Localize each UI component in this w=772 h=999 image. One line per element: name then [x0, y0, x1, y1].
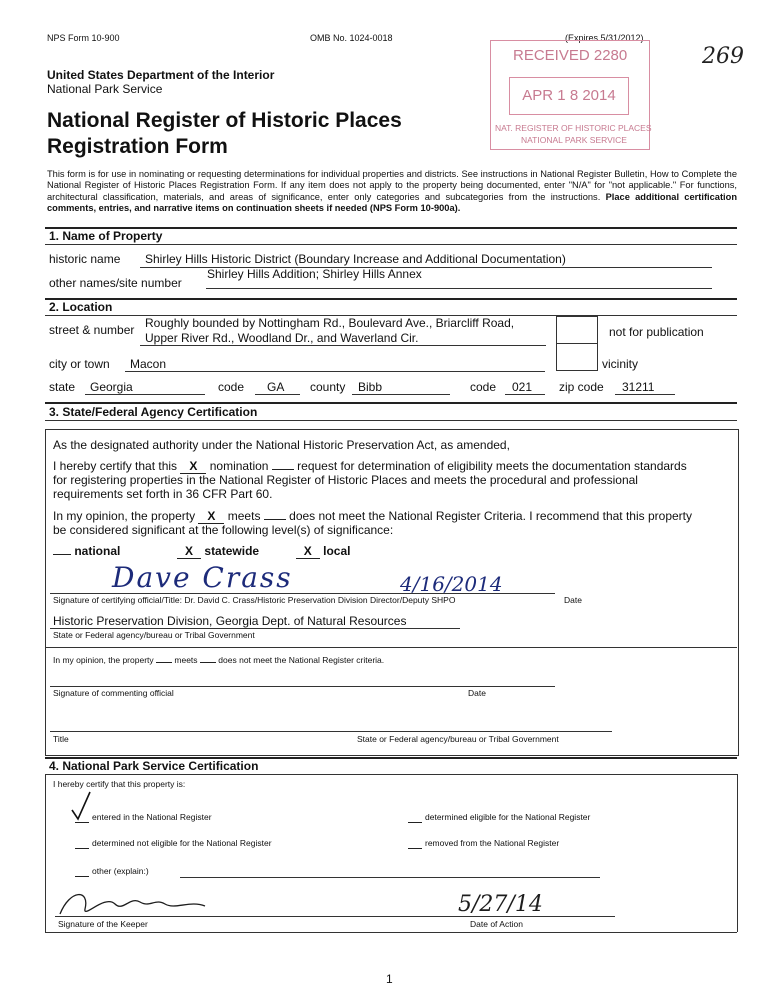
stamp-line1: NAT. REGISTER OF HISTORIC PLACES: [495, 123, 652, 133]
stamp-line2: NATIONAL PARK SERVICE: [521, 135, 627, 145]
certify-text-c: request for determination of eligibility meets the documentation standards: [297, 459, 687, 473]
section2-heading: 2. Location: [49, 300, 113, 314]
department-name: United States Department of the Interior: [47, 68, 275, 82]
agency2-caption: State or Federal agency/bureau or Tribal Government: [357, 734, 559, 744]
agency-name: Historic Preservation Division, Georgia Dept. of Natural Resources: [53, 614, 407, 628]
county-code-value[interactable]: 021: [512, 380, 533, 394]
historic-name-value[interactable]: Shirley Hills Historic District (Boundary Increase and Additional Documentation): [145, 252, 566, 266]
national-label: national: [74, 544, 121, 558]
not-eligible-label: determined not eligible for the National Register: [92, 838, 272, 848]
other-mark[interactable]: [75, 866, 89, 877]
historic-name-label: historic name: [49, 252, 121, 266]
rule: [615, 394, 675, 395]
removed-label: removed from the National Register: [425, 838, 560, 848]
rule: [55, 916, 615, 917]
signature-caption: Signature of certifying official/Title: Dr. David C. Crass/Historic Preservation Division Director/Deputy SHPO: [53, 595, 456, 605]
handwritten-page-number: 269: [702, 44, 744, 69]
vicinity-label: vicinity: [602, 357, 639, 371]
section4-heading: 4. National Park Service Certification: [49, 759, 259, 773]
street-line1[interactable]: Roughly bounded by Nottingham Rd., Boulevard Ave., Briarcliff Road,: [145, 316, 515, 330]
state-code-value[interactable]: GA: [267, 380, 285, 394]
authority-text: As the designated authority under the National Historic Preservation Act, as amended,: [53, 438, 510, 452]
stamp-received: RECEIVED 2280: [513, 47, 628, 64]
not-for-publication-label: not for publication: [609, 325, 704, 339]
page-number: 1: [386, 972, 393, 986]
rule: [45, 420, 737, 421]
received-stamp: [490, 40, 650, 150]
form-id: NPS Form 10-900: [47, 33, 120, 43]
zip-label: zip code: [559, 380, 604, 394]
state-label: state: [49, 380, 76, 394]
city-value[interactable]: Macon: [130, 357, 167, 371]
rule: [45, 647, 737, 648]
nomination-mark[interactable]: X: [180, 459, 206, 474]
street-line2[interactable]: Upper River Rd., Woodland Dr., and Waverland Cir.: [145, 331, 419, 345]
entered-label: entered in the National Register: [92, 812, 212, 822]
opinion2-text-b: meets: [174, 655, 198, 665]
opinion2-meets-mark[interactable]: [156, 662, 172, 663]
commenting-caption: Signature of commenting official: [53, 688, 174, 698]
omb-number: OMB No. 1024-0018: [310, 33, 393, 43]
opinion-line2: be considered significant at the following level(s) of significance:: [53, 523, 394, 537]
opinion-text-c: does not meet the National Register Criteria. I recommend that this property: [289, 509, 692, 523]
rule: [50, 731, 398, 732]
certify-text-b: nomination: [209, 459, 269, 473]
state-value[interactable]: Georgia: [90, 380, 133, 394]
county-label: county: [310, 380, 346, 394]
rule: [85, 394, 205, 395]
instructions: [47, 169, 737, 215]
certify-text-a: I hereby certify that this: [53, 459, 178, 473]
rule: [45, 298, 737, 300]
state-code-label: code: [218, 380, 245, 394]
rule: [125, 371, 545, 372]
other-label: other (explain:): [92, 866, 149, 876]
city-label: city or town: [49, 357, 110, 371]
rule: [180, 877, 600, 878]
instructions-bold: Place additional certification comments, entries, and narrative items on continuation sheets if needed (NPS Form 10-900a).: [47, 191, 738, 214]
does-not-meet-mark[interactable]: [264, 519, 286, 520]
opinion-text-a: In my opinion, the property: [53, 509, 196, 523]
rule: [45, 244, 737, 245]
rule: [255, 394, 300, 395]
date2-caption: Date: [468, 688, 486, 698]
request-mark[interactable]: [272, 469, 294, 470]
not-eligible-mark[interactable]: [75, 838, 89, 849]
certifying-date-hand: 4/16/2014: [400, 572, 503, 596]
determined-eligible-label: determined eligible for the National Register: [425, 812, 591, 822]
significance-levels: [53, 544, 350, 559]
keeper-signature-icon: [55, 884, 215, 924]
action-date-caption: Date of Action: [470, 919, 523, 929]
certify-line1: [53, 459, 687, 474]
rule: [45, 774, 46, 932]
section3-heading: 3. State/Federal Agency Certification: [49, 405, 258, 419]
national-mark[interactable]: [53, 554, 71, 555]
rule: [45, 402, 737, 404]
county-code-label: code: [470, 380, 497, 394]
rule: [352, 394, 450, 395]
rule: [206, 288, 712, 289]
local-label: local: [323, 544, 351, 558]
vicinity-checkbox[interactable]: [556, 343, 598, 371]
rule: [737, 774, 738, 932]
certifying-signature: Dave Crass: [112, 561, 293, 594]
title-caption: Title: [53, 734, 69, 744]
zip-value[interactable]: 31211: [622, 380, 655, 394]
keeper-caption: Signature of the Keeper: [58, 919, 148, 929]
stamp-date: APR 1 8 2014: [522, 87, 616, 104]
county-value[interactable]: Bibb: [358, 380, 383, 394]
opinion-text-b: meets: [227, 509, 261, 523]
service-name: National Park Service: [47, 82, 163, 96]
local-mark[interactable]: X: [296, 544, 320, 559]
rule: [50, 593, 555, 594]
other-names-label: other names/site number: [49, 276, 182, 290]
removed-mark[interactable]: [408, 838, 422, 849]
certify-line2: for registering properties in the National Register of Historic Places and meets the procedural and professional: [53, 473, 638, 487]
stamp-date-box: [509, 77, 629, 115]
date-caption: Date: [564, 595, 582, 605]
not-for-publication-checkbox[interactable]: [556, 316, 598, 344]
determined-eligible-mark[interactable]: [408, 812, 422, 823]
form-title-line1: National Register of Historic Places: [47, 109, 402, 132]
rule: [45, 774, 737, 775]
opinion2-text-a: In my opinion, the property: [53, 655, 154, 665]
certify-line3: requirements set forth in 36 CFR Part 60.: [53, 487, 273, 501]
rule: [50, 628, 460, 629]
other-names-value[interactable]: Shirley Hills Addition; Shirley Hills Annex: [207, 267, 422, 281]
form-title-line2: Registration Form: [47, 135, 228, 158]
instructions-text: This form is for use in nominating or requesting determinations for individual properties and districts. See instructions in National Register Bulletin, How to Complete the National Register of Historic Places Registration Form. If any item does not apply to the property being documented, enter "N/A" for "not applicable." For functions, architectural classification, materials, and areas of significance, enter only categories and subcategories from the instructions.: [47, 169, 737, 202]
rule: [50, 686, 555, 687]
action-date-hand: 5/27/14: [458, 892, 543, 917]
statewide-mark[interactable]: X: [177, 544, 201, 559]
agency-caption: State or Federal agency/bureau or Tribal Government: [53, 630, 255, 640]
meets-mark[interactable]: X: [198, 509, 224, 524]
entered-mark[interactable]: [75, 812, 89, 823]
street-label: street & number: [49, 323, 135, 337]
nps-certify-text: I hereby certify that this property is:: [53, 779, 186, 789]
expiry-date: (Expires 5/31/2012): [565, 33, 644, 43]
rule: [505, 394, 545, 395]
section1-heading: 1. Name of Property: [49, 229, 163, 243]
opinion2-not-meet-mark[interactable]: [200, 662, 216, 663]
opinion2-text-c: does not meet the National Register criteria.: [218, 655, 385, 665]
rule: [140, 345, 546, 346]
statewide-label: statewide: [204, 544, 260, 558]
rule: [45, 932, 737, 933]
rule: [352, 731, 612, 732]
opinion2-line: [53, 655, 384, 665]
opinion-line1: [53, 509, 692, 524]
